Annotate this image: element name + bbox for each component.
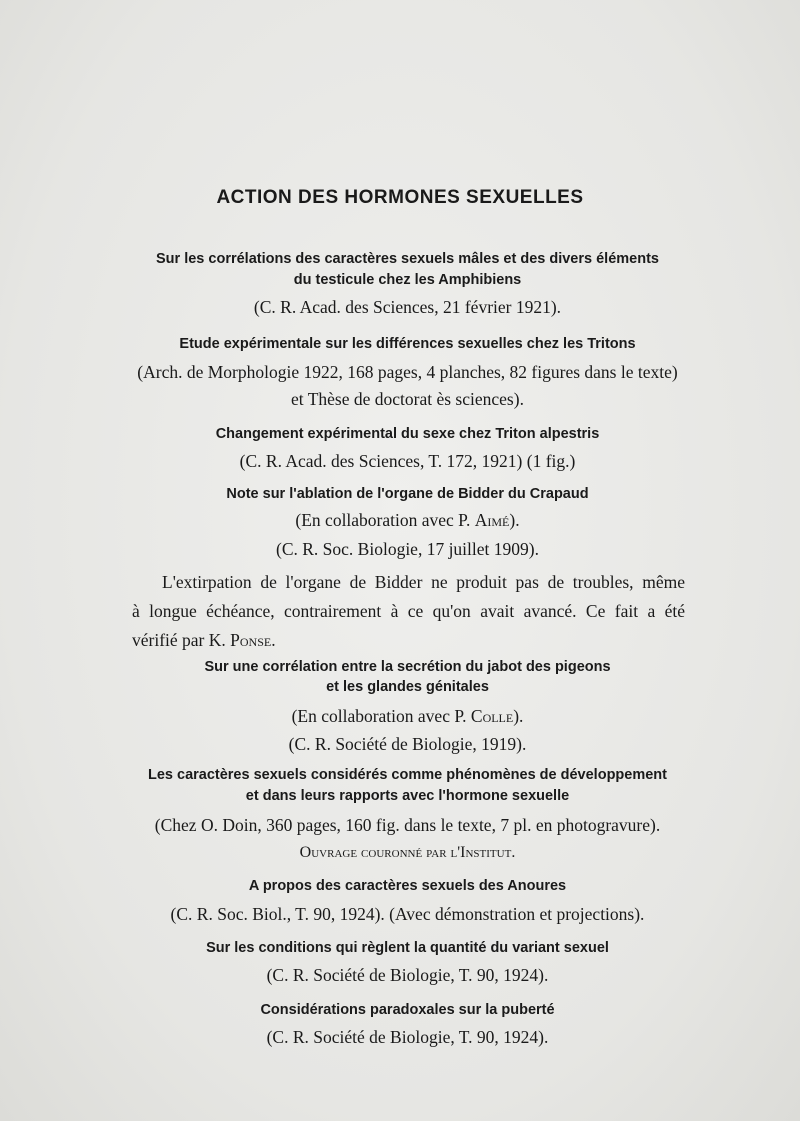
collaborator-name: Aimé — [474, 510, 510, 530]
entry-heading: Sur les corrélations des caractères sexuels mâles et des divers éléments — [156, 251, 659, 267]
entry-reference: (Arch. de Morphologie 1922, 168 pages, 4 planches, 82 figures dans le texte) — [137, 362, 678, 382]
entry-reference: (C. R. Acad. des Sciences, 21 février 1921). — [253, 297, 562, 317]
paragraph-line: à longue échéance, contrairement à ce qu'on avait avancé. Ce fait a été — [132, 601, 685, 621]
entry-heading: Sur une corrélation entre la secrétion du jabot des pigeons — [204, 659, 611, 675]
entry-heading: Changement expérimental du sexe chez Triton alpestris — [215, 426, 600, 442]
award-note: Ouvrage couronné par l'Institut. — [299, 844, 516, 861]
entry-heading: Sur les conditions qui règlent la quantité du variant sexuel — [206, 940, 609, 956]
entry-heading: et dans leurs rapports avec l'hormone sexuelle — [245, 788, 570, 804]
entry-heading: Les caractères sexuels considérés comme phénomènes de développement — [147, 767, 667, 783]
entry-reference: (Chez O. Doin, 360 pages, 160 fig. dans le texte, 7 pl. en photogravure). — [154, 815, 661, 835]
entry-heading: A propos des caractères sexuels des Anoures — [248, 878, 567, 894]
entry-heading: Considérations paradoxales sur la puberté — [260, 1002, 555, 1018]
entry-heading: et les glandes génitales — [326, 679, 489, 695]
page-title: ACTION DES HORMONES SEXUELLES — [216, 187, 584, 208]
entry-reference: (C. R. Société de Biologie, T. 90, 1924). — [266, 1027, 549, 1047]
entry-paragraph — [132, 568, 685, 655]
entry-heading: Etude expérimentale sur les différences sexuelles chez les Tritons — [179, 336, 636, 352]
entry-reference: (C. R. Soc. Biologie, 17 juillet 1909). — [276, 539, 539, 559]
entry-reference: (C. R. Soc. Biol., T. 90, 1924). (Avec démonstration et projections). — [170, 904, 645, 924]
entry-reference: (C. R. Société de Biologie, T. 90, 1924). — [266, 965, 549, 985]
entry-reference: (C. R. Acad. des Sciences, T. 172, 1921) (1 fig.) — [239, 451, 576, 471]
paragraph-line: vérifié par K. Ponse. — [132, 630, 276, 650]
entry-heading: du testicule chez les Amphibiens — [293, 272, 522, 288]
cited-author: Ponse — [230, 630, 272, 650]
entry-collaboration: (En collaboration avec P. Aimé). — [295, 510, 520, 530]
entry-collaboration: (En collaboration avec P. Colle). — [291, 706, 524, 726]
entry-reference: (C. R. Société de Biologie, 1919). — [288, 734, 527, 754]
entry-heading: Note sur l'ablation de l'organe de Bidder du Crapaud — [226, 486, 589, 502]
paragraph-line: L'extirpation de l'organe de Bidder ne produit pas de troubles, même — [162, 572, 685, 592]
entry-reference: et Thèse de doctorat ès sciences). — [291, 389, 524, 409]
collaborator-name: Colle — [470, 706, 514, 726]
